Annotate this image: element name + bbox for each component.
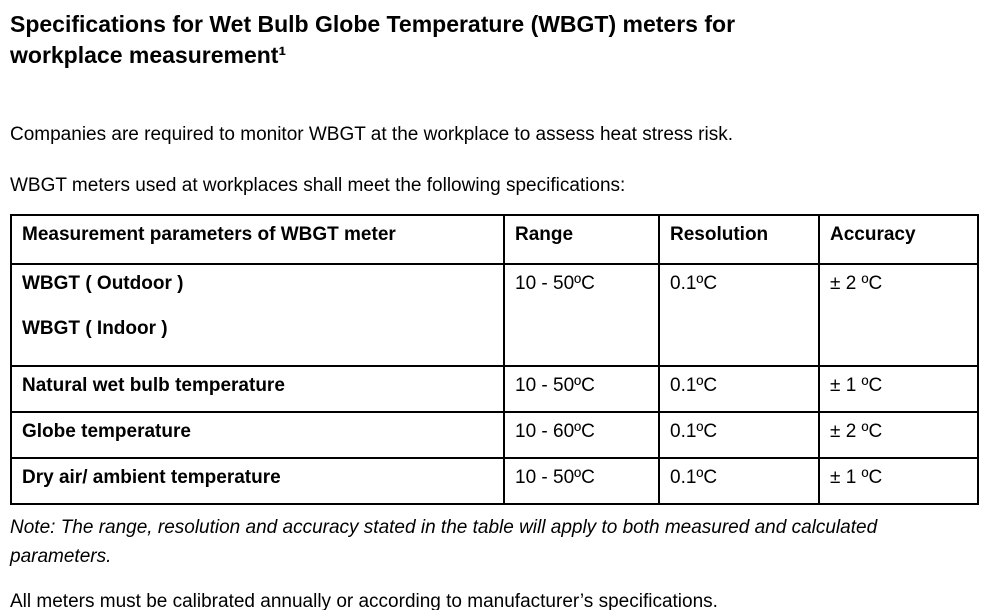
table-note: Note: The range, resolution and accuracy stated in the table will apply to both measured and calculated parameters. xyxy=(10,517,878,567)
cell-resolution: 0.1ºC xyxy=(659,458,819,504)
page-title-line-2: workplace measurement¹ xyxy=(10,42,287,68)
table-row-natural-wet-bulb xyxy=(11,366,978,412)
page-title xyxy=(10,9,971,71)
intro-paragraph-specs: WBGT meters used at workplaces shall meet the following specifications: xyxy=(10,175,626,196)
cell-resolution: 0.1ºC xyxy=(659,264,819,366)
cell-accuracy: ± 1 ºC xyxy=(819,458,978,504)
intro-paragraph-monitor: Companies are required to monitor WBGT at the workplace to assess heat stress risk. xyxy=(10,124,734,145)
cell-parameter: Natural wet bulb temperature xyxy=(11,366,504,412)
cell-range: 10 - 50ºC xyxy=(504,458,659,504)
column-header-resolution: Resolution xyxy=(659,215,819,264)
parameter-line-indoor: WBGT ( Indoor ) xyxy=(22,318,168,339)
cell-parameter xyxy=(11,264,504,366)
calibration-paragraph: All meters must be calibrated annually or according to manufacturer’s specifications. xyxy=(10,591,718,610)
cell-parameter: Globe temperature xyxy=(11,412,504,458)
specifications-table xyxy=(10,214,979,505)
cell-parameter: Dry air/ ambient temperature xyxy=(11,458,504,504)
cell-accuracy: ± 2 ºC xyxy=(819,264,978,366)
parameter-line-outdoor: WBGT ( Outdoor ) xyxy=(22,273,184,294)
cell-resolution: 0.1ºC xyxy=(659,366,819,412)
table-row-wbgt xyxy=(11,264,978,366)
table-header-row xyxy=(11,215,978,264)
table-row-globe xyxy=(11,412,978,458)
page-title-line-1: Specifications for Wet Bulb Globe Temperature (WBGT) meters for xyxy=(10,11,736,37)
cell-range: 10 - 50ºC xyxy=(504,264,659,366)
cell-accuracy: ± 2 ºC xyxy=(819,412,978,458)
column-header-range: Range xyxy=(504,215,659,264)
column-header-accuracy: Accuracy xyxy=(819,215,978,264)
cell-range: 10 - 50ºC xyxy=(504,366,659,412)
column-header-parameters: Measurement parameters of WBGT meter xyxy=(11,215,504,264)
table-row-dry-air xyxy=(11,458,978,504)
cell-accuracy: ± 1 ºC xyxy=(819,366,978,412)
cell-resolution: 0.1ºC xyxy=(659,412,819,458)
cell-range: 10 - 60ºC xyxy=(504,412,659,458)
